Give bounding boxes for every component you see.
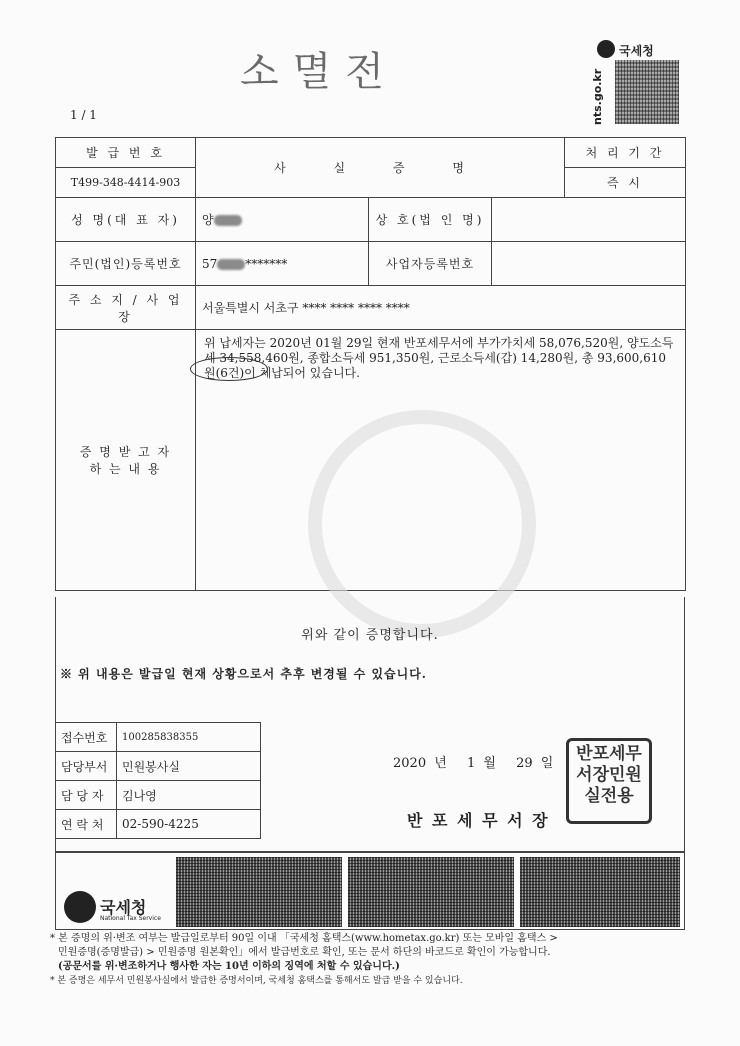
address-value: 서울특별시 서초구 **** **** **** **** bbox=[196, 286, 686, 330]
person-value: 김나영 bbox=[117, 781, 261, 810]
document-title: 사 실 증 명 bbox=[196, 138, 565, 198]
dept-value: 민원봉사실 bbox=[117, 752, 261, 781]
date-year: 2020 bbox=[393, 756, 427, 771]
date-year-unit: 년 bbox=[434, 756, 447, 771]
confirm-text: 위와 같이 증명합니다. bbox=[301, 628, 439, 643]
address-label: 주 소 지 / 사 업 장 bbox=[56, 286, 196, 330]
content-label-line2: 하 는 내 용 bbox=[89, 462, 162, 476]
person-label: 담 당 자 bbox=[56, 781, 117, 810]
nts-emblem-icon bbox=[64, 891, 96, 923]
processing-value: 즉 시 bbox=[565, 168, 686, 198]
certificate-form bbox=[55, 137, 686, 591]
redaction-mark-icon bbox=[217, 259, 245, 270]
issue-no-label: 발 급 번 호 bbox=[56, 138, 196, 168]
contact-table bbox=[55, 722, 261, 839]
issue-no-value: T499-348-4414-903 bbox=[56, 168, 196, 198]
processing-label: 처 리 기 간 bbox=[565, 138, 686, 168]
footer-line-3: (공문서를 위·변조하거나 행사한 자는 10년 이하의 징역에 처할 수 있습니다.) bbox=[58, 961, 400, 972]
trade-label: 상 호(법 인 명) bbox=[369, 198, 492, 241]
content-text: 위 납세자는 2020년 01월 29일 현재 반포세무서에 부가가치세 58,076,520원, 양도소득세 34,558,460원, 종합소득세 951,350원, 근로소득세(갑) 14,280원, 총 93,600,610원(6건)이 체납되어 있습니다. bbox=[204, 336, 674, 380]
content-cell bbox=[196, 330, 686, 591]
barcode-strip bbox=[55, 852, 685, 930]
trade-cell bbox=[369, 198, 686, 242]
logo-org-name: 국세청 bbox=[619, 44, 654, 58]
name-label: 성 명(대 표 자) bbox=[56, 198, 196, 242]
bizno-label: 사업자등록번호 bbox=[369, 242, 492, 285]
id-value-suffix: ******* bbox=[245, 256, 288, 271]
issuer-name: 반 포 세 무 서 장 bbox=[407, 811, 550, 830]
date-month-unit: 월 bbox=[483, 756, 496, 771]
footer-line-1: * 본 증명의 위·변조 여부는 발급일로부터 90일 이내 「국세청 홈택스(www.hometax.go.kr) 또는 모바일 홈택스 > bbox=[50, 933, 558, 944]
phone-label: 연 락 처 bbox=[56, 810, 117, 839]
logo-site: nts.go.kr bbox=[591, 68, 604, 125]
official-seal: 반포세무서장민원실전용 bbox=[566, 738, 652, 824]
receipt-label: 접수번호 bbox=[56, 723, 117, 752]
footer-line-2: 민원증명(증명발급) > 민원증명 원본확인」에서 발급번호로 확인, 또는 문서 하단의 바코드로 확인이 가능합니다. bbox=[58, 947, 551, 958]
barcode-1-icon bbox=[176, 857, 342, 927]
date-month: 1 bbox=[466, 756, 476, 771]
handwritten-note: 소멸전 bbox=[240, 49, 398, 95]
footer-notes bbox=[50, 932, 700, 988]
issue-date bbox=[393, 752, 553, 771]
content-label-line1: 증 명 받 고 자 bbox=[79, 445, 172, 459]
id-cell bbox=[196, 242, 369, 286]
footer-line-4: * 본 증명은 세무서 민원봉사실에서 발급한 증명서이며, 국세청 홈택스를 통해서도 발급 받을 수 있습니다. bbox=[50, 976, 463, 986]
nts-logo-block bbox=[591, 40, 691, 130]
trade-value bbox=[492, 198, 685, 241]
barcode-2-icon bbox=[348, 857, 514, 927]
note-text: ※ 위 내용은 발급일 현재 상황으로서 추후 변경될 수 있습니다. bbox=[60, 667, 427, 681]
footer-org-name-en: National Tax Service bbox=[100, 915, 161, 922]
barcode-3-icon bbox=[520, 857, 680, 927]
receipt-value: 100285838355 bbox=[117, 723, 261, 752]
bizno-value bbox=[492, 242, 685, 285]
qr-code-icon bbox=[615, 60, 679, 124]
date-day: 29 bbox=[516, 756, 533, 771]
hand-drawn-circle-icon bbox=[190, 357, 268, 381]
name-value: 양 bbox=[202, 213, 214, 227]
dept-label: 담당부서 bbox=[56, 752, 117, 781]
name-cell bbox=[196, 198, 369, 242]
footer-org-name: 국세청 bbox=[100, 898, 147, 917]
id-value-prefix: 57 bbox=[202, 256, 218, 271]
phone-value: 02-590-4225 bbox=[117, 810, 261, 839]
redaction-mark-icon bbox=[214, 215, 242, 226]
date-day-unit: 일 bbox=[540, 756, 554, 771]
mascot-icon bbox=[597, 40, 615, 58]
id-label: 주민(법인)등록번호 bbox=[56, 242, 196, 286]
content-label-cell bbox=[56, 330, 196, 591]
page-number: 1 / 1 bbox=[70, 108, 97, 122]
bizno-cell bbox=[369, 242, 686, 286]
